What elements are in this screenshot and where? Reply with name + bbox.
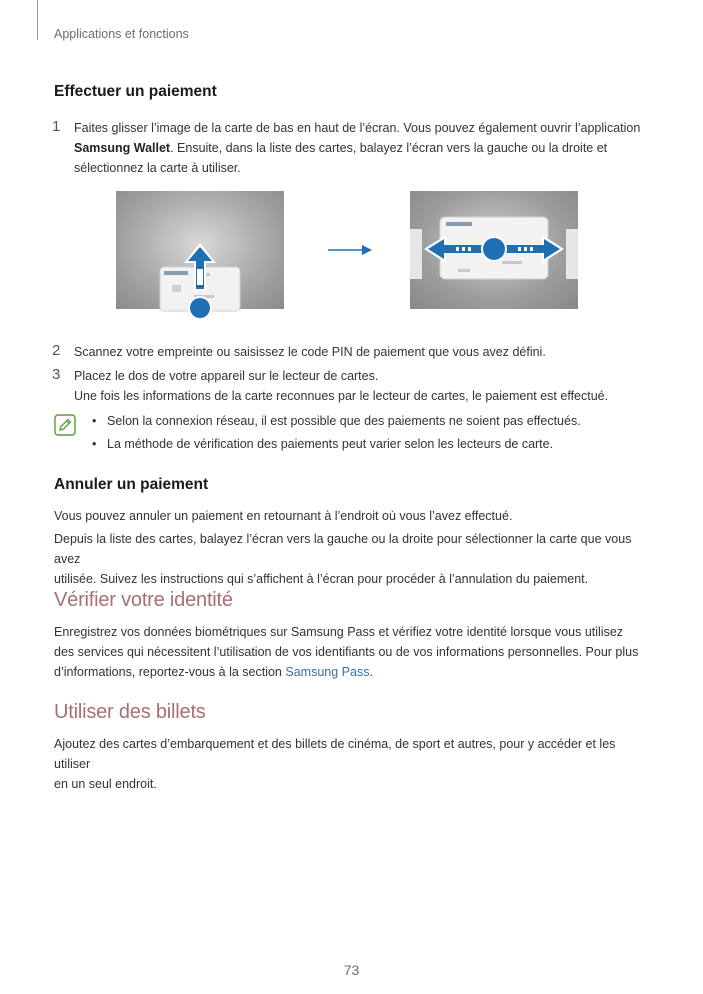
samsung-pass-link[interactable]: Samsung Pass (285, 665, 370, 679)
bullet-dot: • (92, 414, 97, 428)
section-title-identity: Vérifier votre identité (54, 589, 233, 611)
step-3-line-1: Placez le dos de votre appareil sur le lecteur de cartes. (74, 369, 379, 383)
step-1-line-3: sélectionnez la carte à utiliser. (74, 161, 241, 175)
step-3-text (74, 366, 664, 406)
note-text-2: La méthode de vérification des paiements peut varier selon les lecteurs de carte. (107, 437, 554, 451)
tickets-line-2: en un seul endroit. (54, 777, 157, 791)
step-number-2: 2 (52, 342, 61, 359)
step-number-3: 3 (52, 366, 61, 383)
note-pencil-icon (54, 414, 76, 436)
identity-line-1: Enregistrez vos données biométriques sur Samsung Pass et vérifiez votre identité lorsque vous utilisez (54, 625, 624, 639)
step-1-line-2-rest: . Ensuite, dans la liste des cartes, balayez l’écran vers la gauche ou la droite et (170, 141, 608, 155)
identity-line-2: des services qui nécessitent l’utilisation de vos identifiants ou de vos informations personnelles. Pour plus (54, 645, 639, 659)
illustration-swipe-up (116, 191, 284, 309)
app-name-samsung-wallet: Samsung Wallet (74, 141, 171, 155)
section-title-cancel: Annuler un paiement (54, 476, 209, 493)
tickets-line-1: Ajoutez des cartes d’embarquement et des billets de cinéma, de sport et autres, pour y accéder et les utiliser (54, 737, 616, 771)
step-1-line-2 (74, 138, 664, 158)
bullet-dot: • (92, 437, 97, 451)
cancel-p2-line-1: Depuis la liste des cartes, balayez l’écran vers la gauche ou la droite pour sélectionner la carte que vous avez (54, 532, 632, 566)
section-title-pay: Effectuer un paiement (54, 83, 217, 100)
step-2-text: Scannez votre empreinte ou saisissez le code PIN de paiement que vous avez défini. (74, 345, 546, 359)
tickets-paragraph (54, 734, 654, 794)
identity-line-3-end: . (369, 665, 373, 679)
illustration-swipe-sideways (410, 191, 578, 309)
cancel-paragraph-2 (54, 529, 654, 589)
page-number: 73 (343, 962, 360, 978)
section-title-tickets: Utiliser des billets (54, 701, 206, 723)
identity-line-3-start: d’informations, reportez-vous à la section (54, 665, 286, 679)
running-header: Applications et fonctions (54, 27, 189, 41)
note-text-1: Selon la connexion réseau, il est possible que des paiements ne soient pas effectués. (107, 414, 581, 428)
step-1-text (74, 118, 664, 178)
cancel-paragraph-1: Vous pouvez annuler un paiement en retournant à l’endroit où vous l’avez effectué. (54, 509, 513, 523)
step-1-line-1: Faites glisser l’image de la carte de bas en haut de l’écran. Vous pouvez également ouvrir l’application (74, 121, 641, 135)
identity-paragraph (54, 622, 654, 682)
step-3-line-2: Une fois les informations de la carte reconnues par le lecteur de cartes, le paiement est effectué. (74, 389, 609, 403)
arrow-right-icon (326, 240, 374, 260)
cancel-p2-line-2: utilisée. Suivez les instructions qui s’affichent à l’écran pour procéder à l’annulation du paiement. (54, 572, 589, 586)
step-number-1: 1 (52, 118, 61, 135)
identity-line-3 (54, 662, 654, 682)
header-rule (37, 0, 38, 40)
